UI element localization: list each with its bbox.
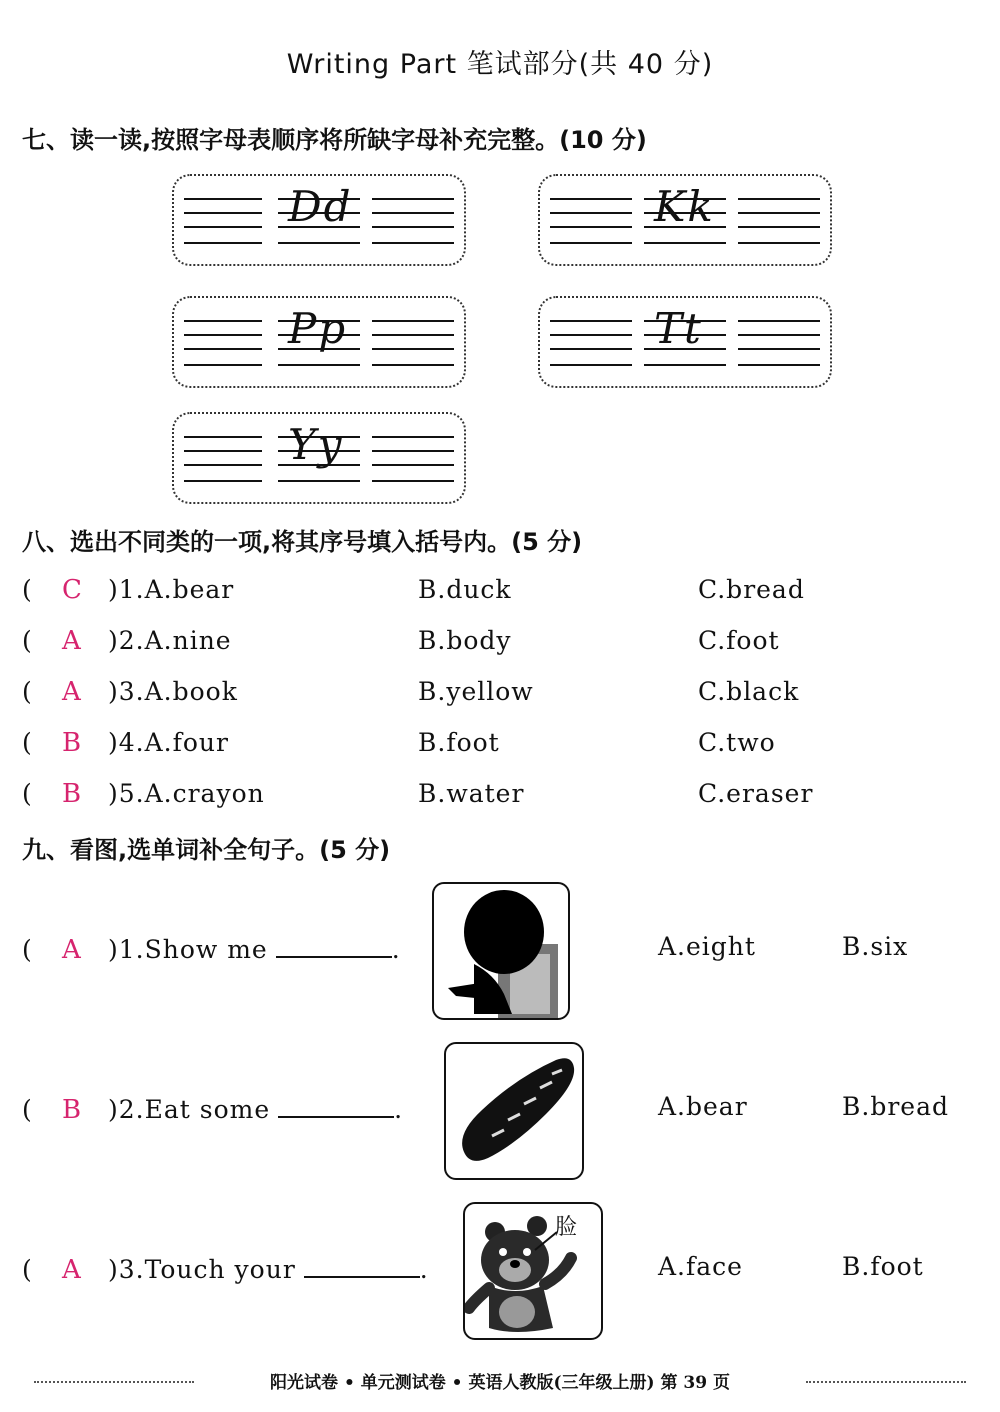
silhouette-icon bbox=[434, 884, 568, 1018]
question: )1.A.bear bbox=[108, 575, 235, 604]
option-b: B.six bbox=[842, 932, 909, 961]
s9-row-3 bbox=[22, 1252, 462, 1288]
bread-image bbox=[444, 1042, 584, 1180]
paren-open: ( bbox=[22, 1255, 33, 1284]
option-b: B.yellow bbox=[418, 677, 534, 706]
option-b: B.water bbox=[418, 779, 525, 808]
option-c: C.black bbox=[698, 677, 800, 706]
answer: A bbox=[62, 935, 82, 965]
question: )2.A.nine bbox=[108, 626, 232, 655]
footer-divider-right bbox=[806, 1381, 966, 1383]
option-c: C.foot bbox=[698, 626, 780, 655]
bread-icon bbox=[446, 1044, 582, 1178]
answer-blank bbox=[278, 1094, 394, 1118]
bear-image bbox=[463, 1202, 603, 1340]
option-c: C.bread bbox=[698, 575, 805, 604]
question bbox=[108, 1092, 403, 1128]
letter-box-yy bbox=[172, 412, 466, 504]
answer: C bbox=[62, 575, 83, 605]
section9-heading: 九、看图,选单词补全句子。(5 分) bbox=[22, 836, 391, 864]
answer-blank bbox=[276, 934, 392, 958]
page-footer: 阳光试卷 • 单元测试卷 • 英语人教版(三年级上册) 第 39 页 bbox=[270, 1373, 730, 1393]
s9-row-2 bbox=[22, 1092, 442, 1128]
paren-open: ( bbox=[22, 935, 33, 964]
paren-open: ( bbox=[22, 626, 33, 655]
answer-blank bbox=[304, 1254, 420, 1278]
question-end: . bbox=[419, 1255, 429, 1284]
letter-box-dd bbox=[172, 174, 466, 266]
option-b: B.foot bbox=[842, 1252, 924, 1281]
answer: B bbox=[62, 1095, 83, 1125]
option-c: C.eraser bbox=[698, 779, 814, 808]
paren-open: ( bbox=[22, 575, 33, 604]
letter-kk: Kk bbox=[654, 182, 715, 231]
option-a: A.face bbox=[658, 1252, 743, 1281]
s9-row-1 bbox=[22, 932, 442, 968]
option-b: B.body bbox=[418, 626, 512, 655]
letter-yy: Yy bbox=[288, 420, 344, 469]
paren-open: ( bbox=[22, 728, 33, 757]
option-b: B.bread bbox=[842, 1092, 949, 1121]
answer: B bbox=[62, 779, 83, 809]
answer: A bbox=[62, 677, 82, 707]
option-b: B.foot bbox=[418, 728, 500, 757]
question-end: . bbox=[391, 935, 401, 964]
option-b: B.duck bbox=[418, 575, 512, 604]
letter-box-tt bbox=[538, 296, 832, 388]
page-title: Writing Part 笔试部分(共 40 分) bbox=[286, 49, 714, 80]
letter-dd: Dd bbox=[288, 182, 353, 231]
letter-tt: Tt bbox=[654, 304, 703, 353]
option-a: A.bear bbox=[658, 1092, 748, 1121]
paren-open: ( bbox=[22, 779, 33, 808]
option-c: C.two bbox=[698, 728, 776, 757]
letter-pp: Pp bbox=[288, 304, 348, 353]
question-text: )2.Eat some bbox=[108, 1095, 271, 1124]
question-end: . bbox=[394, 1095, 404, 1124]
silhouette-image bbox=[432, 882, 570, 1020]
answer: A bbox=[62, 1255, 82, 1285]
question: )5.A.crayon bbox=[108, 779, 265, 808]
letter-box-kk bbox=[538, 174, 832, 266]
face-label: 脸 bbox=[555, 1215, 578, 1240]
paren-open: ( bbox=[22, 1095, 33, 1124]
paren-open: ( bbox=[22, 677, 33, 706]
question-text: )1.Show me bbox=[108, 935, 268, 964]
bear-icon bbox=[465, 1204, 601, 1338]
section7-heading: 七、读一读,按照字母表顺序将所缺字母补充完整。(10 分) bbox=[22, 126, 647, 154]
question bbox=[108, 1252, 429, 1288]
answer: B bbox=[62, 728, 83, 758]
question-text: )3.Touch your bbox=[108, 1255, 296, 1284]
section8-heading: 八、选出不同类的一项,将其序号填入括号内。(5 分) bbox=[22, 528, 583, 556]
letter-box-pp bbox=[172, 296, 466, 388]
option-a: A.eight bbox=[658, 932, 756, 961]
question: )4.A.four bbox=[108, 728, 229, 757]
question: )3.A.book bbox=[108, 677, 238, 706]
question bbox=[108, 932, 401, 968]
answer: A bbox=[62, 626, 82, 656]
